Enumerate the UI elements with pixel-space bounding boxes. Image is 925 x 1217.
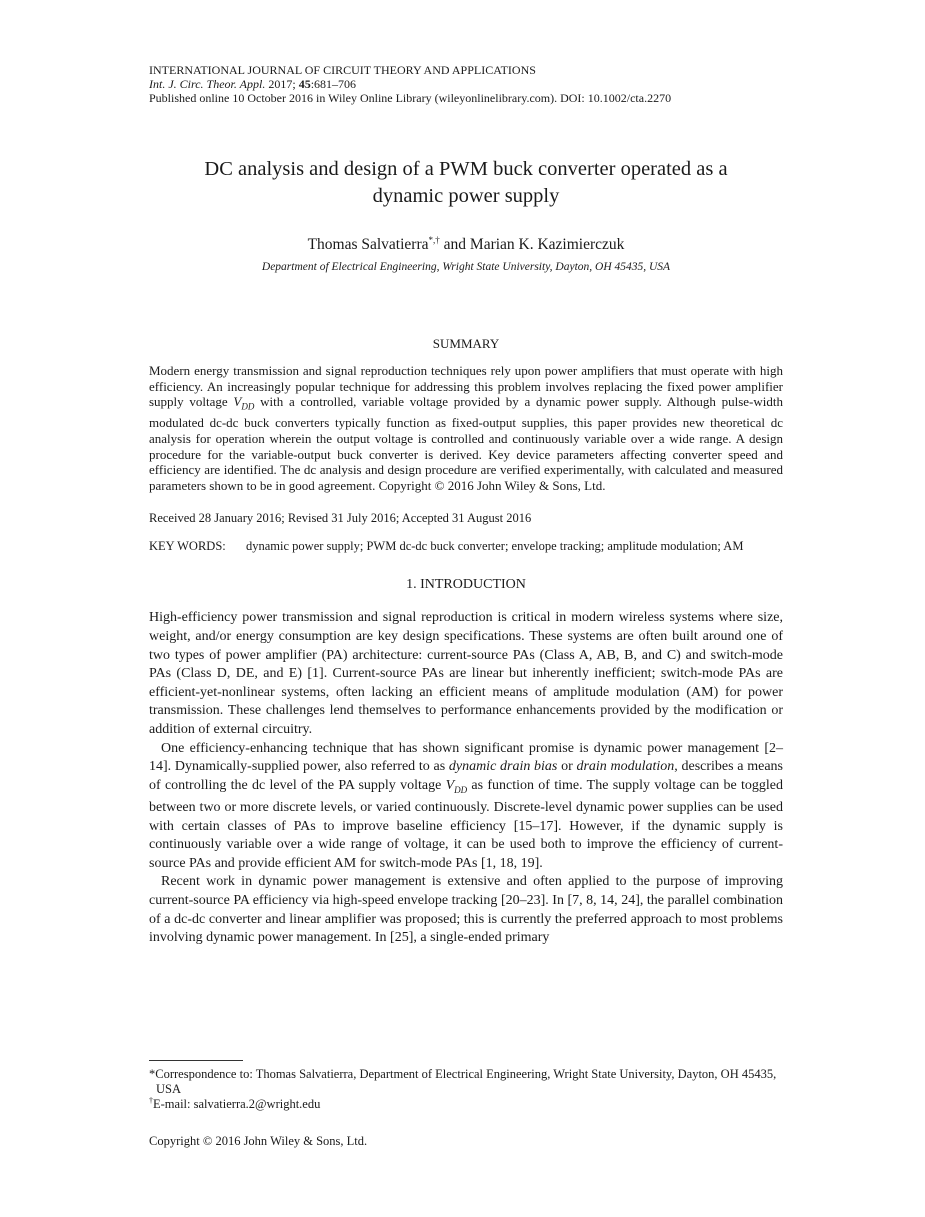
year: 2017; xyxy=(268,77,296,91)
citation-line xyxy=(149,77,783,91)
title-line-2: dynamic power supply xyxy=(372,185,560,207)
email-text: E-mail: salvatierra.2@wright.edu xyxy=(153,1097,321,1111)
var-v: V xyxy=(233,394,242,410)
received-dates: Received 28 January 2016; Revised 31 July 2016; Accepted 31 August 2016 xyxy=(149,511,532,526)
summary-part-2: with a controlled, variable voltage provided by a dynamic power supply. Although pulse-width modulated dc-dc buck converters typically function as fixed-output supplies, this paper provides new theoretical dc analysis for operation wherein the output voltage is controlled and continuously variable over a wide range. A design procedure for the variable-output buck converter is derived. Key device parameters affecting converter speed and efficiency are identified. The dc analysis and design procedure are verified experimentally, with calculated and measured parameters shown to be in good agreement. Copyright © 2016 John Wiley & Sons, Ltd. xyxy=(149,394,783,493)
footnote-email xyxy=(149,1097,783,1112)
keywords-text: dynamic power supply; PWM dc-dc buck converter; envelope tracking; amplitude modulation; AM xyxy=(246,539,744,554)
journal-abbr: Int. J. Circ. Theor. Appl. xyxy=(149,77,266,91)
introduction-body xyxy=(149,609,783,947)
keywords xyxy=(149,539,783,554)
intro-paragraph-1: High-efficiency power transmission and signal reproduction is critical in modern wireless systems where size, weight, and/or energy consumption are key design specifications. These systems are often built around one of two types of power amplifier (PA) architecture: current-source PAs (Class A, AB, B, and C) and switch-mode PAs (Class D, DE, and E) [1]. Current-source PAs are linear but inherently inefficient; switch-mode PAs are efficient-yet-nonlinear systems, often lacking an efficient means of amplitude modulation (AM) for power transmission. These challenges lend themselves to performance enhancements provided by the modification or addition of external circuitry. xyxy=(149,610,783,737)
p2-a: One efficiency-enhancing technique that has shown significant promise is dynamic power management [2–14]. Dynamically-supplied power, also referred to as xyxy=(149,740,783,775)
author-first: Thomas Salvatierra xyxy=(307,236,429,253)
p2-var xyxy=(446,778,468,793)
journal-header xyxy=(149,63,783,105)
journal-name: INTERNATIONAL JOURNAL OF CIRCUIT THEORY AND APPLICATIONS xyxy=(149,63,536,77)
p2-c: , describes a means of controlling the dc level of the PA supply voltage xyxy=(149,759,783,793)
paper-page xyxy=(149,63,783,948)
published-line: Published online 10 October 2016 in Wiley Online Library (wileyonlinelibrary.com). DOI: 10.1002/cta.2270 xyxy=(149,91,672,105)
paper-title xyxy=(149,156,783,210)
p2-var-v: V xyxy=(445,777,455,793)
section-heading-introduction: 1. INTRODUCTION xyxy=(406,577,526,593)
volume: 45 xyxy=(298,77,311,91)
summary-var xyxy=(233,394,255,412)
copyright-notice: Copyright © 2016 John Wiley & Sons, Ltd. xyxy=(149,1134,368,1148)
footnote-rule xyxy=(149,1060,243,1061)
corr-text: Correspondence to: Thomas Salvatierra, Department of Electrical Engineering, Wright State University, Dayton, OH 45435, USA xyxy=(155,1067,777,1096)
corr-mark: * xyxy=(149,1067,156,1081)
summary-heading: SUMMARY xyxy=(432,336,500,351)
summary-part-1: Modern energy transmission and signal reproduction techniques rely upon power amplifiers that must operate with high efficiency. An increasingly popular technique for addressing this problem involves replacing the fixed power amplifier supply voltage xyxy=(149,363,783,410)
author-list xyxy=(149,235,783,255)
p2-b: or xyxy=(557,759,577,775)
p2-d: as function of time. The supply voltage can be toggled between two or more discrete levels, or varied continuously. Discrete-level dynamic power supplies can be used with certain classes of PAs to improve baseline efficiency [15–17]. However, if the dynamic supply is continuously variable over a wide range of voltage, it can be used both to improve the efficiency of current-source PAs and provide efficient AM for switch-mode PAs [1, 18, 19]. xyxy=(149,777,783,871)
p2-emphasis-2: drain modulation xyxy=(576,759,675,775)
keywords-label: KEY WORDS: xyxy=(149,539,226,554)
summary-text xyxy=(149,363,783,493)
author-marks: *,† xyxy=(428,235,440,245)
intro-paragraph-3: Recent work in dynamic power management is extensive and often applied to the purpose of improving current-source PA efficiency via high-speed envelope tracking [20–23]. In [7, 8, 14, 24], the parallel combination of a dc-dc converter and linear amplifier was proposed; this is currently the preferred approach to most problems involving dynamic power management. In [25], a single-ended primary xyxy=(149,874,783,946)
author-second: Marian K. Kazimierczuk xyxy=(469,236,625,253)
var-sub: DD xyxy=(241,401,255,412)
affiliation: Department of Electrical Engineering, Wright State University, Dayton, OH 45435, USA xyxy=(261,261,671,273)
footnotes xyxy=(149,1067,783,1112)
p2-emphasis-1: dynamic drain bias xyxy=(448,759,558,775)
pages: :681–706 xyxy=(310,77,357,91)
intro-paragraph-2 xyxy=(149,740,783,874)
p2-var-sub: DD xyxy=(454,784,468,795)
footnote-correspondence xyxy=(149,1067,783,1097)
title-line-1: DC analysis and design of a PWM buck converter operated as a xyxy=(204,158,728,180)
author-joiner: and xyxy=(443,236,467,253)
email-mark: † xyxy=(149,1096,153,1105)
